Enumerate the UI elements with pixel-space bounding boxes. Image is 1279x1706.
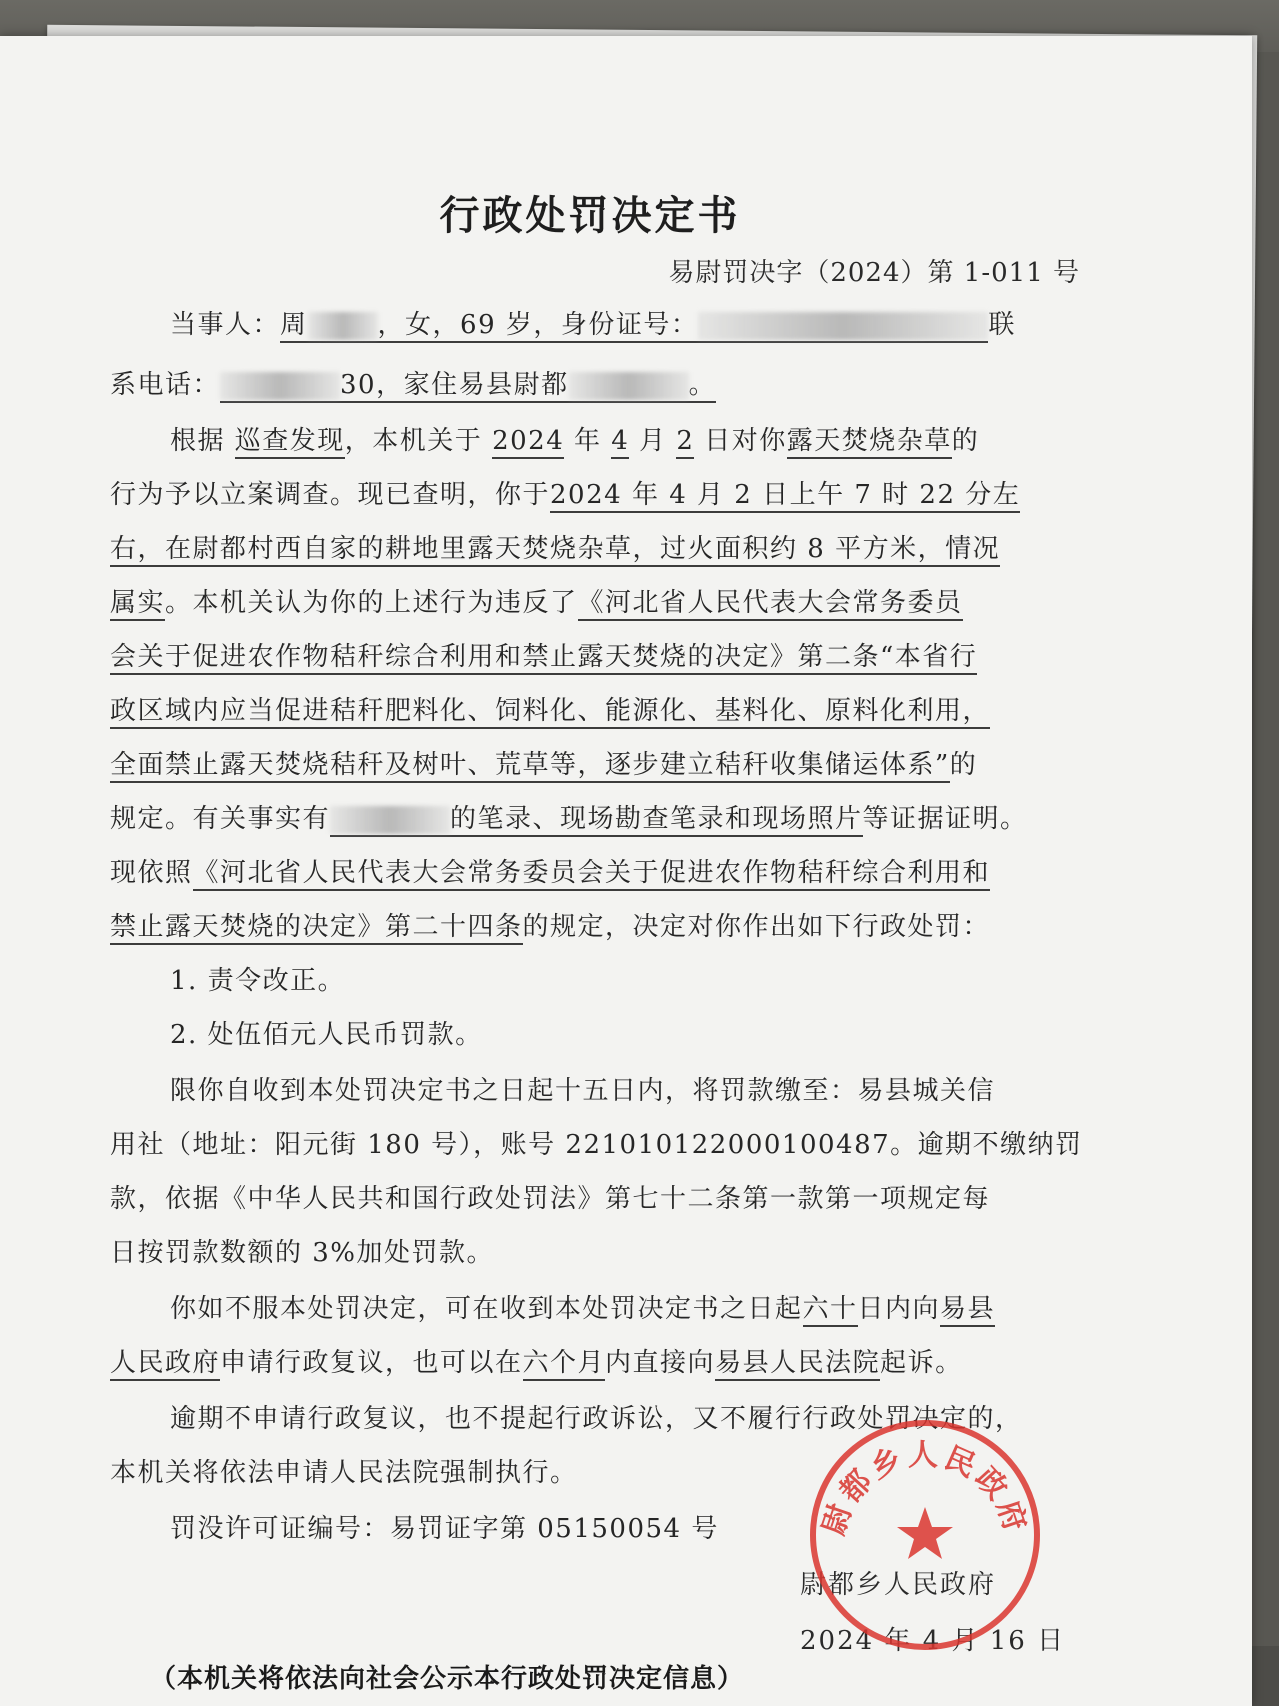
body-underlined: 《河北省人民代表大会常务委员会关于促进农作物秸秆综合利用和 xyxy=(193,858,991,891)
body-line-8 xyxy=(110,798,1080,835)
body-underlined: 会关于促进农作物秸秆综合利用和禁止露天焚烧的决定》第二条“本省行 xyxy=(110,642,977,675)
body-line-4 xyxy=(110,582,1080,619)
party-label: 当事人： xyxy=(170,310,281,340)
appeal-line-1 xyxy=(170,1288,1080,1325)
body-underlined: 属实 xyxy=(110,588,165,621)
contact-trail: 。 xyxy=(688,370,717,400)
license-number: 罚没许可证编号：易罚证字第 05150054 号 xyxy=(170,1514,719,1544)
basis-line xyxy=(170,420,1080,457)
body-line-10 xyxy=(110,906,1080,943)
payment-line-3: 款，依据《中华人民共和国行政处罚法》第七十二条第一款第一项规定每 xyxy=(110,1184,991,1214)
body-text: 的 xyxy=(949,750,978,780)
body-underlined: 《河北省人民代表大会常务委员 xyxy=(578,588,963,621)
body-underlined: 右，在尉都村西自家的耕地里露天焚烧杂草，过火面积约 8 平方米，情况 xyxy=(110,534,1000,567)
party-name: 周 xyxy=(280,310,308,340)
appeal-text: 你如不服本处罚决定，可在收到本处罚决定书之日起 xyxy=(170,1294,803,1324)
body-text: 现依照 xyxy=(110,858,193,888)
body-line-2 xyxy=(110,474,1080,511)
party-line xyxy=(170,304,1080,341)
contact-field xyxy=(220,370,716,403)
redacted-address-block xyxy=(569,372,689,400)
party-details: ，女，69 岁，身份证号： xyxy=(377,310,699,340)
appeal-text: 申请行政复议，也可以在 xyxy=(220,1348,523,1378)
body-line-6 xyxy=(110,690,1080,727)
enforcement-line-2: 本机关将依法申请人民法院强制执行。 xyxy=(110,1458,578,1488)
redacted-name-block xyxy=(308,312,378,340)
basis-year-label: 年 xyxy=(574,426,602,456)
appeal-days: 六十 xyxy=(803,1294,858,1327)
appeal-line-2 xyxy=(110,1342,1080,1379)
phone-label: 系电话： xyxy=(110,370,221,400)
redacted-phone-block xyxy=(220,372,340,400)
redacted-person-block xyxy=(330,806,450,834)
body-underlined: 政区域内应当促进秸秆肥料化、饲料化、能源化、基料化、原料化利用， xyxy=(110,696,990,729)
basis-source: 巡查发现 xyxy=(235,426,345,459)
appeal-court: 易县人民法院 xyxy=(715,1348,880,1381)
enforcement-line-1: 逾期不申请行政复议，也不提起行政诉讼，又不履行行政处罚决定的， xyxy=(170,1404,1023,1434)
appeal-months: 六个月 xyxy=(523,1348,606,1381)
basis-tail: 的 xyxy=(951,426,980,456)
appeal-text: 日内向 xyxy=(857,1294,941,1324)
body-underlined: 2024 年 4 月 2 日上午 7 时 22 分左 xyxy=(550,480,1020,513)
payment-line-4: 日按罚款数额的 3%加处罚款。 xyxy=(110,1238,495,1268)
appeal-government: 人民政府 xyxy=(110,1348,220,1381)
payment-line-1: 限你自收到本处罚决定书之日起十五日内，将罚款缴至：易县城关信 xyxy=(170,1076,996,1106)
basis-lead: 根据 xyxy=(170,426,226,456)
body-underlined: 的笔录、现场勘查笔录和现场照片 xyxy=(450,804,863,834)
penalty-item: 2. 处伍佰元人民币罚款。 xyxy=(170,1020,483,1050)
appeal-county: 易县 xyxy=(940,1294,995,1327)
party-name-field xyxy=(280,310,988,343)
appeal-text: 内直接向 xyxy=(605,1348,716,1378)
publicity-notice: （本机关将依法向社会公示本行政处罚决定信息） xyxy=(150,1664,745,1694)
body-line-5 xyxy=(110,636,1080,673)
document-title: 行政处罚决定书 xyxy=(439,193,741,239)
signing-date: 2024 年 4 月 16 日 xyxy=(800,1626,1066,1656)
body-line-9 xyxy=(110,852,1080,889)
basis-mid: ，本机关于 xyxy=(344,426,483,456)
basis-act: 露天焚烧杂草 xyxy=(787,426,952,459)
body-line-3 xyxy=(110,528,1080,565)
body-text: 。本机关认为你的上述行为违反了 xyxy=(165,588,578,618)
basis-month: 4 xyxy=(611,426,629,459)
body-underlined: 全面禁止露天焚烧秸秆及树叶、荒草等，逐步建立秸秆收集储运体系” xyxy=(110,750,950,783)
contact-line xyxy=(110,364,1080,401)
basis-day: 2 xyxy=(676,426,694,459)
body-text: 的规定，决定对你作出如下行政处罚： xyxy=(522,912,991,942)
payment-line-2: 用社（地址：阳元街 180 号），账号 221010122000100487。逾期不缴纳罚 xyxy=(110,1130,1083,1160)
phone-and-address: 30，家住易县尉都 xyxy=(340,370,569,400)
document-number: 易尉罚决字（2024）第 1-011 号 xyxy=(668,258,1080,288)
basis-month-label: 月 xyxy=(639,426,667,456)
evidence-field xyxy=(330,804,863,837)
signing-organization: 尉都乡人民政府 xyxy=(800,1570,997,1600)
body-line-7 xyxy=(110,744,1080,781)
body-text: 等证据证明。 xyxy=(862,804,1028,834)
seal-text: 尉都乡人民政府 xyxy=(816,1438,1034,1540)
basis-day-label: 日对你 xyxy=(704,426,787,456)
official-seal-icon xyxy=(805,1415,1045,1655)
penalty-item: 1. 责令改正。 xyxy=(170,966,346,996)
redacted-id-block xyxy=(698,312,988,340)
body-underlined: 禁止露天焚烧的决定》第二十四条 xyxy=(110,912,523,945)
party-line-trail: 联 xyxy=(988,310,1016,340)
document-page xyxy=(0,36,1252,1706)
body-text: 行为予以立案调查。现已查明，你于 xyxy=(110,480,551,510)
appeal-text: 起诉。 xyxy=(880,1348,963,1378)
body-text: 规定。有关事实有 xyxy=(110,804,331,834)
basis-year: 2024 xyxy=(492,426,564,459)
